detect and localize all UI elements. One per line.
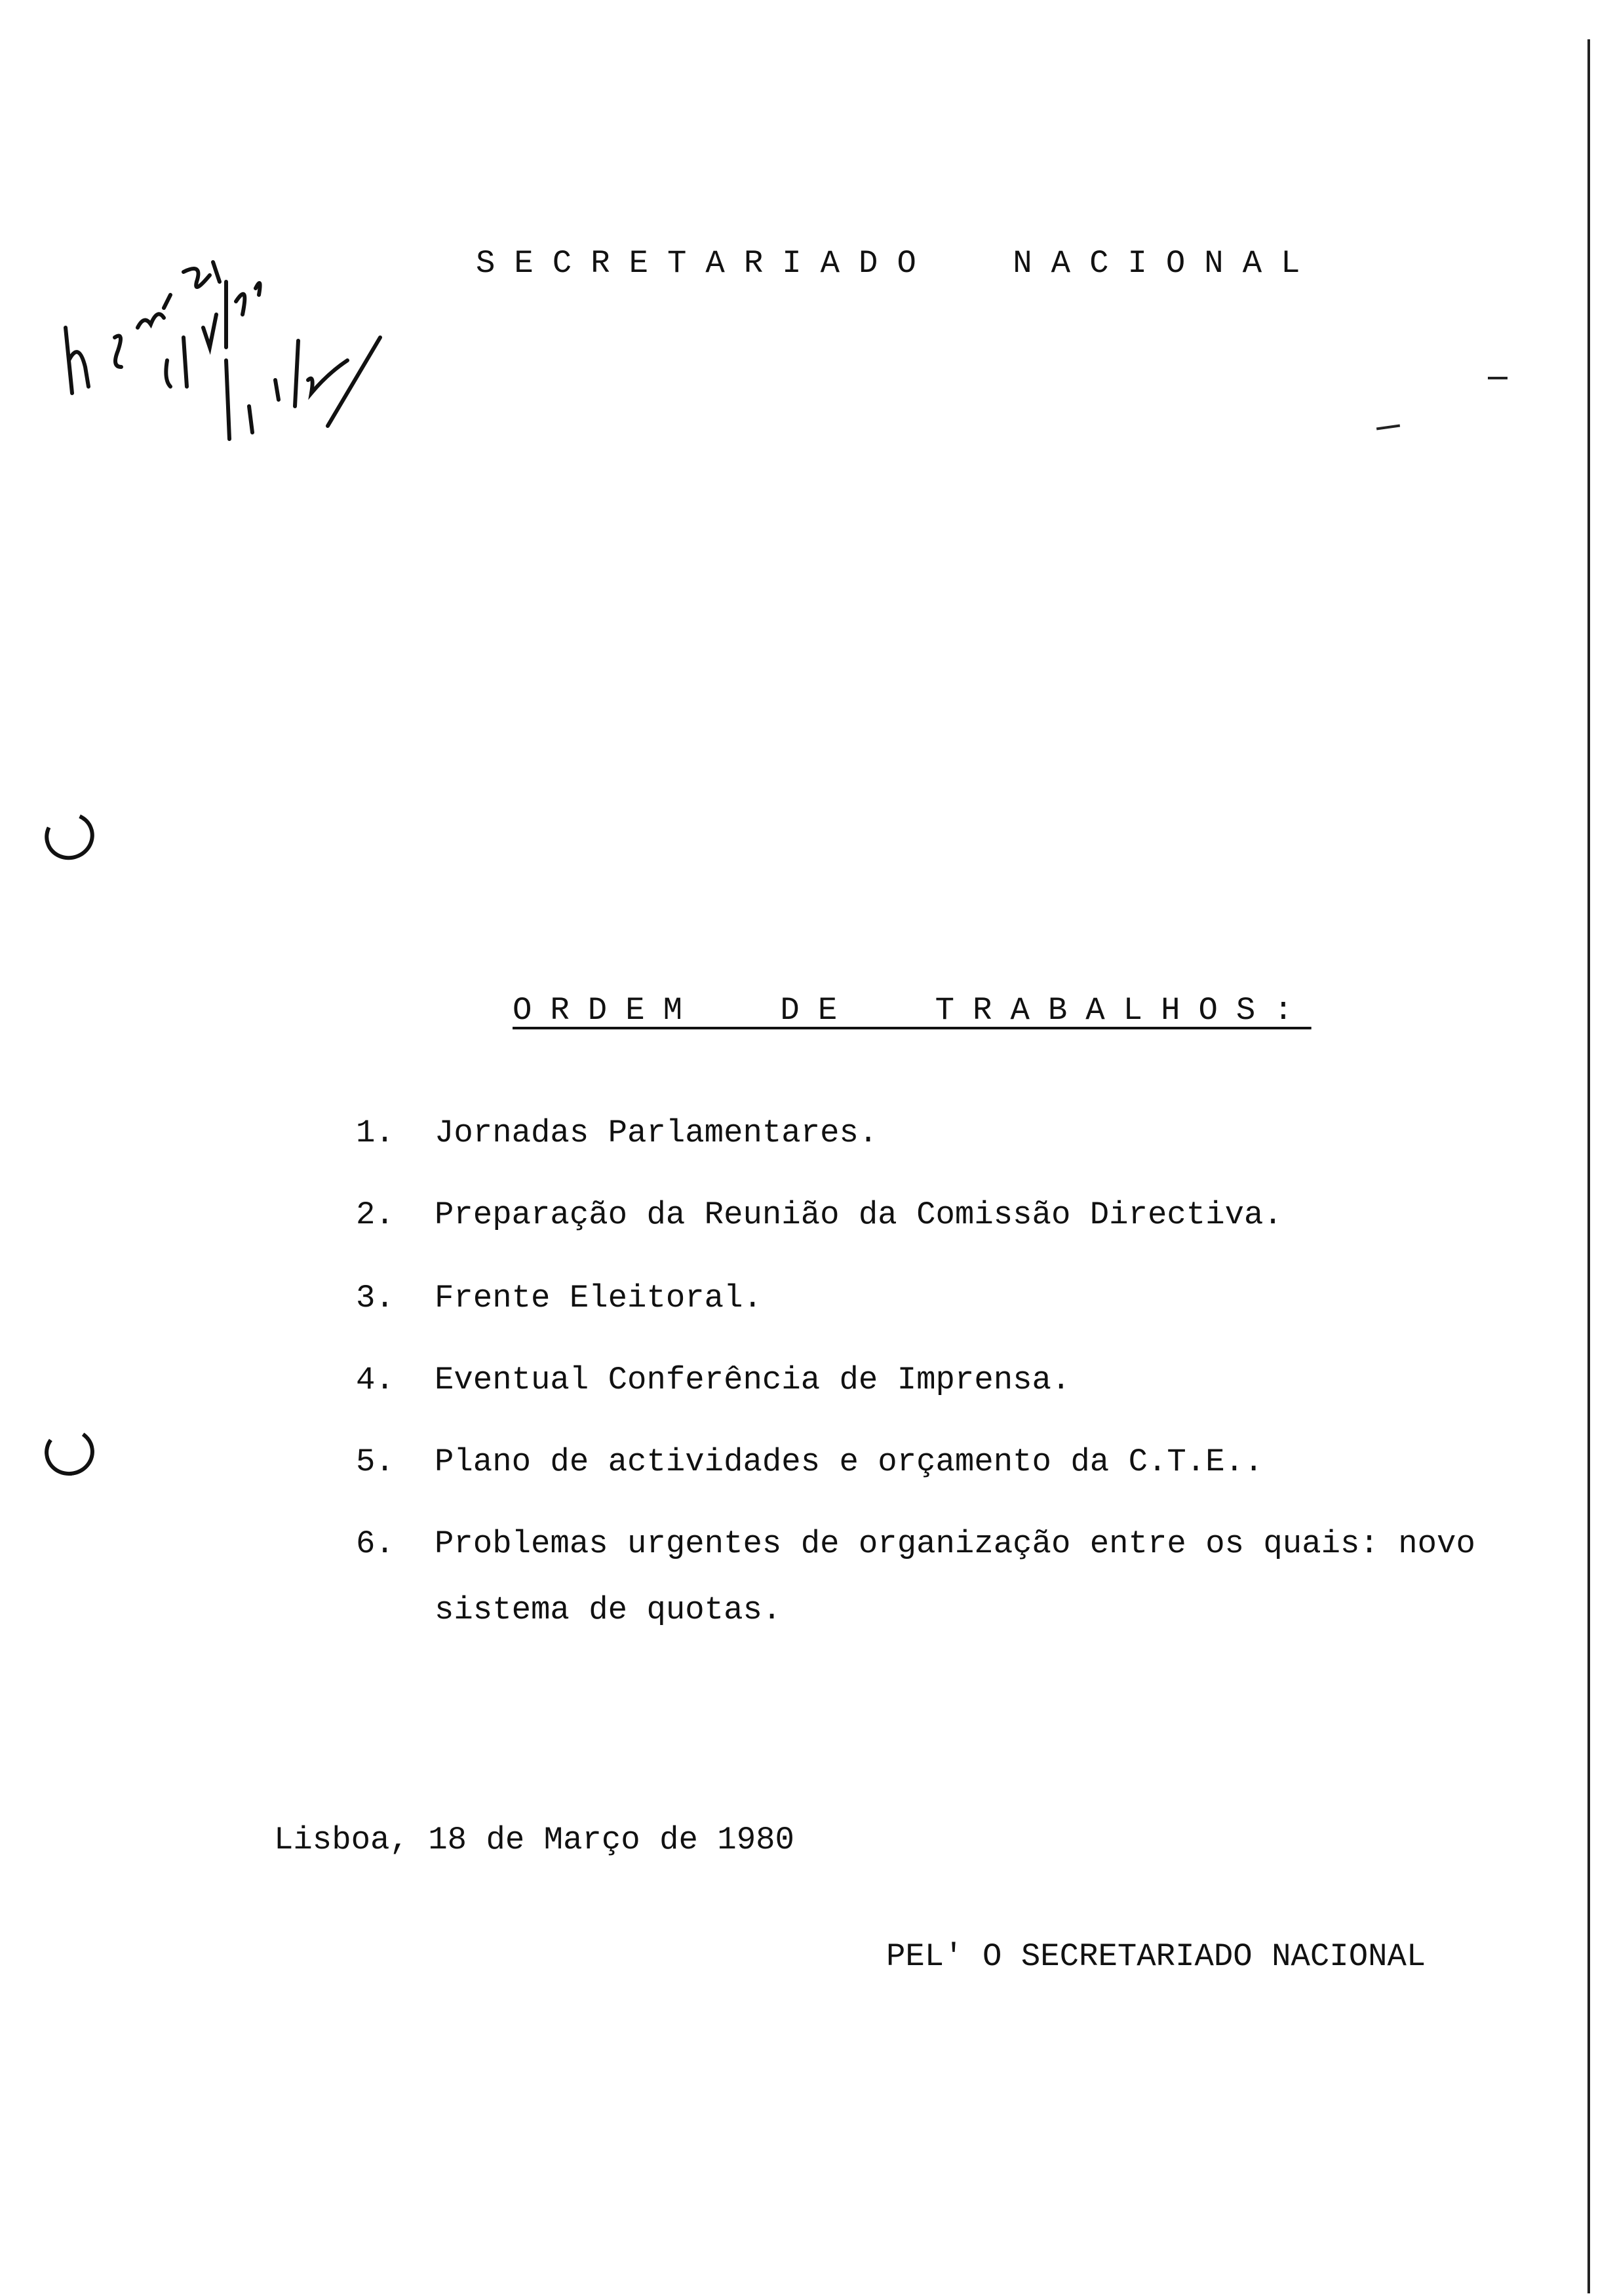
agenda-item-text: Eventual Conferência de Imprensa.	[435, 1362, 1071, 1398]
punch-hole-mark-top	[38, 805, 101, 867]
agenda-item-text: Jornadas Parlamentares.	[435, 1115, 878, 1151]
agenda-item-number: 3.	[356, 1280, 395, 1316]
agenda-item-text-continuation: sistema de quotas.	[435, 1592, 782, 1628]
signature-line: PEL' O SECRETARIADO NACIONAL	[886, 1938, 1426, 1975]
agenda-item-text: Frente Eleitoral.	[435, 1280, 762, 1316]
handwritten-annotation	[52, 210, 446, 472]
agenda-item-number: 6.	[356, 1525, 395, 1562]
place-and-date: Lisboa, 18 de Março de 1980	[274, 1822, 794, 1858]
agenda-item-text: Plano de actividades e orçamento da C.T.E..	[435, 1444, 1264, 1480]
punch-hole-mark-bottom	[41, 1425, 98, 1480]
scan-mark	[1488, 377, 1508, 379]
agenda-item-number: 2.	[356, 1196, 395, 1233]
agenda-item-text: Problemas urgentes de organização entre os quais: novo	[435, 1525, 1475, 1562]
agenda-item-text: Preparação da Reunião da Comissão Directiva.	[435, 1196, 1283, 1233]
scan-mark	[1376, 425, 1400, 430]
agenda-item-number: 4.	[356, 1362, 395, 1398]
agenda-item-number: 1.	[356, 1115, 395, 1151]
agenda-heading: ORDEM DE TRABALHOS:	[513, 992, 1312, 1029]
page-right-edge	[1587, 39, 1590, 2293]
agenda-item-number: 5.	[356, 1444, 395, 1480]
document-header-title: SECRETARIADO NACIONAL	[476, 245, 1319, 282]
